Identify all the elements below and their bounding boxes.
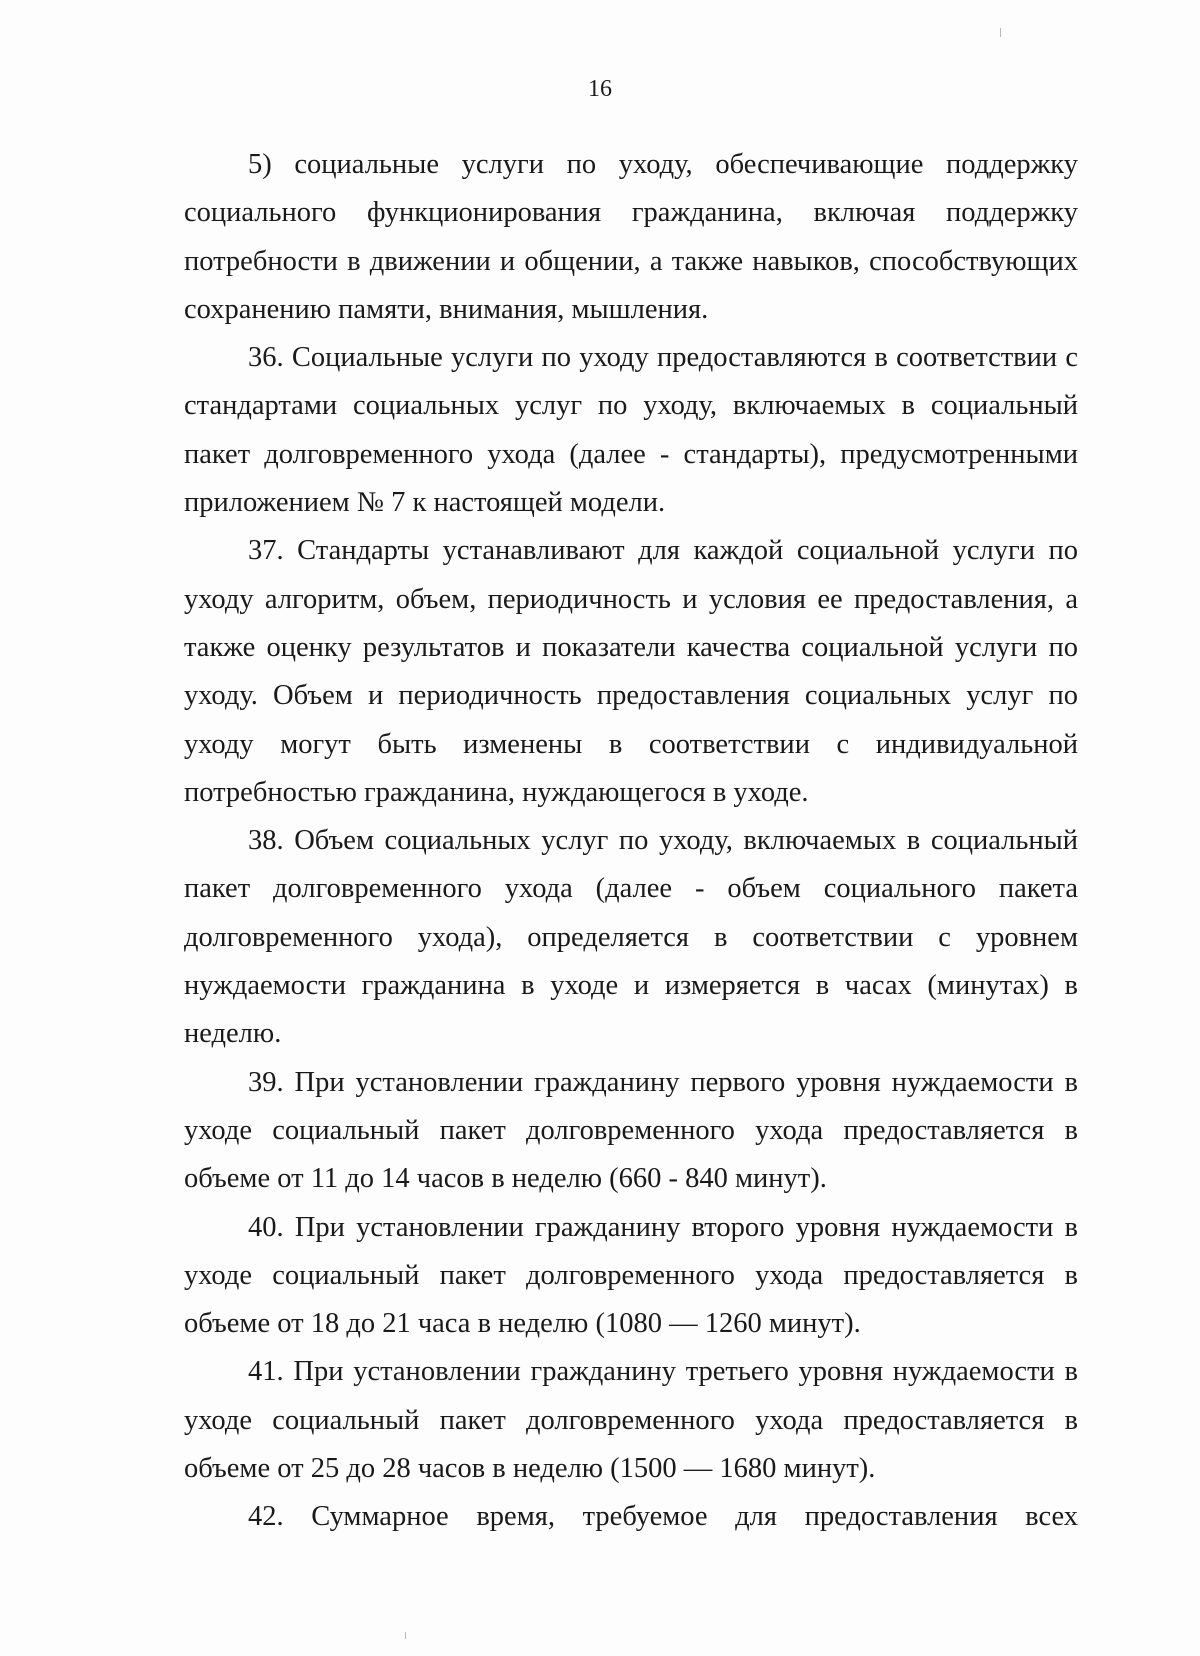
paragraph-41: 41. При установлении гражданину третьего уровня нуждаемости в уходе социальный пакет долговременного ухода предоставляется в объеме от 25 до 28 часов в неделю (1500 — 1680 минут). bbox=[184, 1356, 1078, 1485]
paragraph-37: 37. Стандарты устанавливают для каждой социальной услуги по уходу алгоритм, объем, периодичность и условия ее предоставления, а также оценку результатов и показатели качества социальной услуги по уходу. Объем и периодичность предоставления социальных услуг по уходу могут быть изменены в соответствии с индивидуальной потребностью гражданина, нуждающегося в уходе. bbox=[184, 535, 1078, 808]
paragraph-item-5: 5) социальные услуги по уходу, обеспечивающие поддержку социального функционирования гражданина, включая поддержку потребности в движении и общении, а также навыков, способствующих сохранению памяти, внимания, мышления. bbox=[184, 149, 1078, 325]
scan-speck-bottom bbox=[405, 1632, 406, 1639]
paragraph-36: 36. Социальные услуги по уходу предоставляются в соответствии с стандартами социальных услуг по уходу, включаемых в социальный пакет долговременного ухода (далее - стандарты), предусмотренными приложением № 7 к настоящей модели. bbox=[184, 342, 1078, 519]
page-number: 16 bbox=[588, 76, 612, 102]
paragraph-42-start: 42. Суммарное время, требуемое для предоставления всех bbox=[248, 1501, 1078, 1533]
scan-speck-top bbox=[1000, 28, 1001, 37]
paragraph-38: 38. Объем социальных услуг по уходу, включаемых в социальный пакет долговременного ухода (далее - объем социального пакета долговременного ухода), определяется в соответствии с уровнем нуждаемости гражданина в уходе и измеряется в часах (минутах) в неделю. bbox=[184, 825, 1078, 1050]
paragraph-39: 39. При установлении гражданину первого уровня нуждаемости в уходе социальный пакет долговременного ухода предоставляется в объеме от 11 до 14 часов в неделю (660 - 840 минут). bbox=[184, 1066, 1078, 1195]
paragraph-40: 40. При установлении гражданину второго уровня нуждаемости в уходе социальный пакет долговременного ухода предоставляется в объеме от 18 до 21 часа в неделю (1080 — 1260 минут). bbox=[184, 1211, 1078, 1340]
document-body bbox=[184, 141, 1078, 1542]
